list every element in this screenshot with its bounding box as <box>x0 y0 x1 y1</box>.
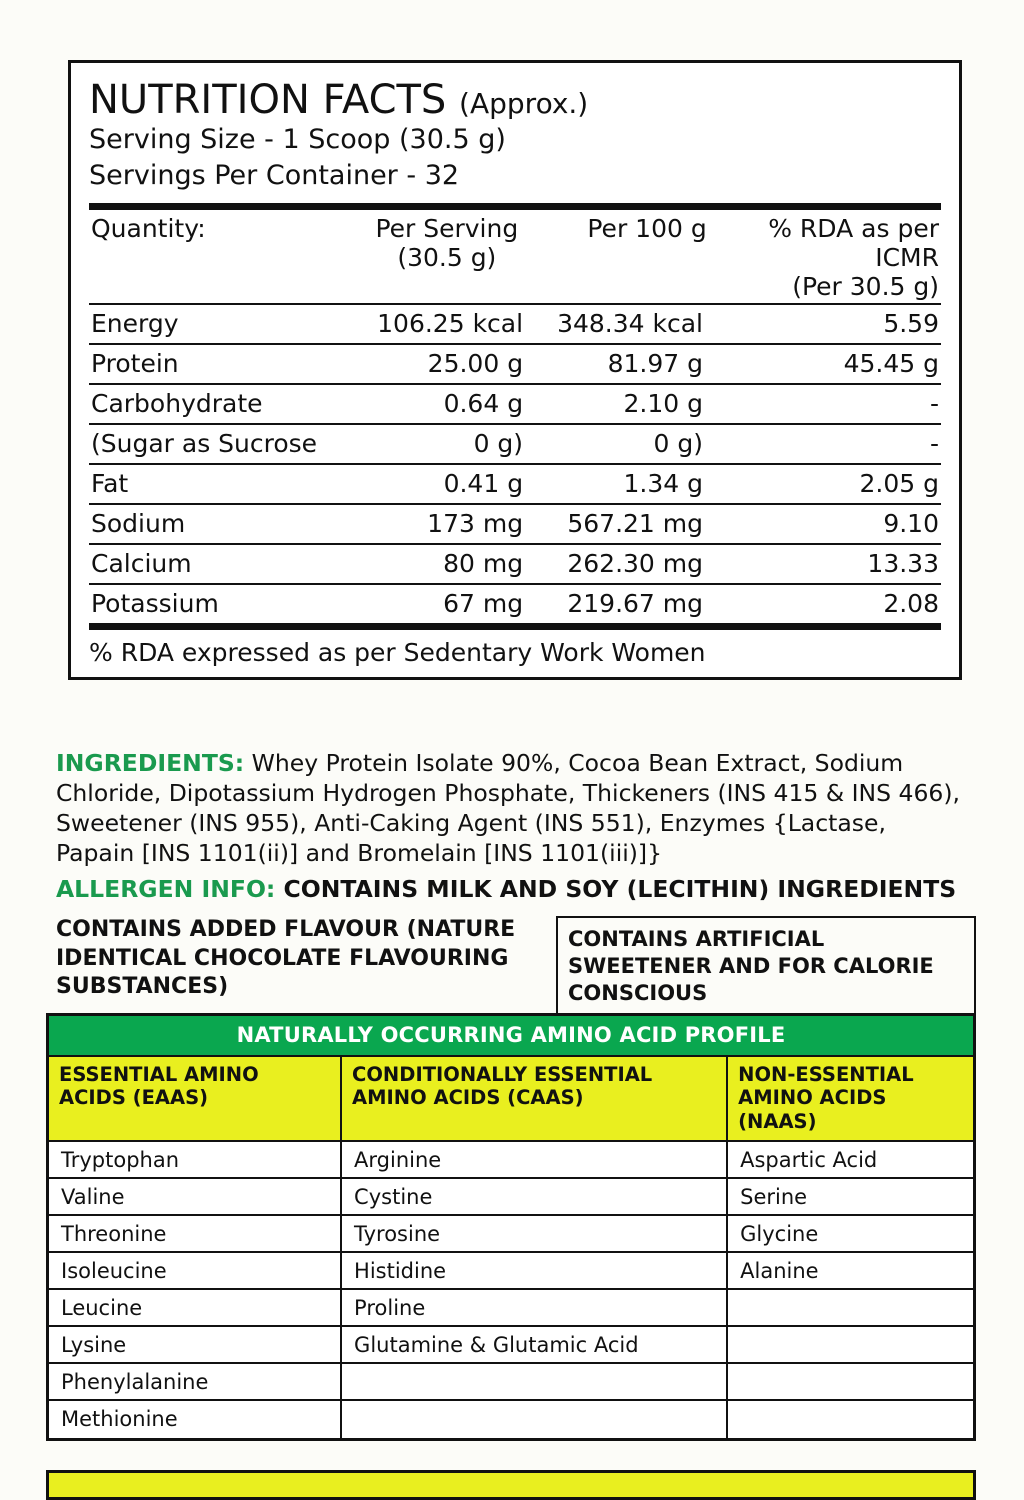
table-row <box>89 504 941 544</box>
amino-acid-table <box>46 1013 976 1441</box>
row-per-serving: 106.25 kcal <box>377 308 524 338</box>
amino-col-header-naa: NON-ESSENTIAL AMINO ACIDS (NAAS) <box>738 1063 914 1133</box>
row-rda: 2.05 g <box>859 468 939 498</box>
row-rda: - <box>929 428 939 458</box>
list-item: Arginine <box>342 1142 726 1179</box>
row-per-serving: 67 mg <box>443 588 524 618</box>
row-per-serving: 0.41 g <box>443 468 524 498</box>
row-label: Protein <box>91 348 179 378</box>
amino-acid-body <box>49 1142 973 1438</box>
list-item: Serine <box>728 1179 973 1216</box>
row-per-serving: 173 mg <box>427 508 524 538</box>
table-row <box>89 344 941 384</box>
table-row <box>89 304 941 344</box>
row-per-100g: 567.21 mg <box>567 508 704 538</box>
row-per-100g: 219.67 mg <box>567 588 704 618</box>
list-item: Lysine <box>49 1327 340 1364</box>
header-rda-main: % RDA as per ICMR <box>768 213 939 272</box>
row-rda: 9.10 <box>883 508 939 538</box>
row-label: (Sugar as Sucrose <box>91 428 318 458</box>
nutrition-title-text: NUTRITION FACTS <box>89 77 447 123</box>
amino-acid-title: NATURALLY OCCURRING AMINO ACID PROFILE <box>49 1016 973 1055</box>
table-row <box>89 424 941 464</box>
row-label: Potassium <box>91 588 219 618</box>
list-item-empty <box>342 1401 726 1438</box>
list-item-empty <box>728 1327 973 1364</box>
amino-column-caa <box>340 1142 728 1438</box>
list-item-empty <box>728 1401 973 1438</box>
nutrition-facts-title <box>89 79 941 121</box>
header-per-serving <box>345 210 549 304</box>
list-item: Alanine <box>728 1253 973 1290</box>
row-per-serving: 80 mg <box>443 548 524 578</box>
header-per-100g <box>549 210 745 304</box>
nutrition-title-approx: (Approx.) <box>459 87 589 120</box>
row-label: Sodium <box>91 508 186 538</box>
nutrition-header-row <box>89 210 941 304</box>
amino-column-eaa <box>49 1142 340 1438</box>
serving-size: Serving Size - 1 Scoop (30.5 g) <box>89 124 506 155</box>
amino-col-header-caa: CONDITIONALLY ESSENTIAL AMINO ACIDS (CAAS) <box>340 1057 728 1140</box>
row-rda: 2.08 <box>883 588 939 618</box>
list-item: Threonine <box>49 1216 340 1253</box>
row-per-serving: 0.64 g <box>443 388 524 418</box>
row-per-100g: 0 g) <box>653 428 704 458</box>
row-per-100g: 81.97 g <box>607 348 704 378</box>
row-per-serving: 0 g) <box>473 428 524 458</box>
row-label: Fat <box>91 468 129 498</box>
nutrition-table <box>89 210 941 623</box>
amino-column-naa <box>728 1142 973 1438</box>
list-item: Histidine <box>342 1253 726 1290</box>
nutrition-facts-panel <box>68 60 962 680</box>
header-per-serving-sub: (30.5 g) <box>397 242 497 272</box>
allergen-label: ALLERGEN INFO: <box>56 875 276 903</box>
list-item: Methionine <box>61 1407 178 1432</box>
list-item: Leucine <box>49 1290 340 1327</box>
row-rda: - <box>929 388 939 418</box>
table-row <box>89 384 941 424</box>
table-row <box>89 544 941 584</box>
nutrition-table-head <box>89 210 941 304</box>
artificial-sweetener-note: CONTAINS ARTIFICIAL SWEETENER AND FOR CALORIE CONSCIOUS <box>556 916 976 1017</box>
row-per-serving: 25.00 g <box>427 348 524 378</box>
list-item: Tryptophan <box>49 1142 340 1179</box>
allergen-text: CONTAINS MILK AND SOY (LECITHIN) INGREDIENTS <box>275 875 957 903</box>
bottom-yellow-strip <box>46 1470 976 1500</box>
nutrition-top-rule <box>89 203 941 210</box>
row-per-100g: 262.30 mg <box>567 548 704 578</box>
list-item: Valine <box>49 1179 340 1216</box>
ingredients-block <box>56 748 966 868</box>
allergen-block <box>56 875 976 903</box>
list-item: Glutamine & Glutamic Acid <box>342 1327 726 1364</box>
row-per-100g: 2.10 g <box>623 388 704 418</box>
row-rda: 13.33 <box>867 548 939 578</box>
table-row <box>89 464 941 504</box>
added-flavour-note: CONTAINS ADDED FLAVOUR (NATURE IDENTICAL CHOCOLATE FLAVOURING SUBSTANCES) <box>56 917 516 1000</box>
list-item-empty <box>728 1290 973 1327</box>
rda-footnote: % RDA expressed as per Sedentary Work Women <box>89 637 706 667</box>
amino-col-header-eaa: ESSENTIAL AMINO ACIDS (EAAS) <box>59 1063 259 1110</box>
amino-acid-header-row <box>49 1055 973 1142</box>
list-item: Cystine <box>342 1179 726 1216</box>
row-rda: 45.45 g <box>843 348 939 378</box>
list-item: Phenylalanine <box>49 1364 340 1401</box>
nutrition-bottom-rule <box>89 623 941 630</box>
list-item-empty <box>728 1364 973 1401</box>
row-per-100g: 348.34 kcal <box>557 308 704 338</box>
servings-per-container: Servings Per Container - 32 <box>89 159 460 191</box>
list-item: Glycine <box>728 1216 973 1253</box>
list-item: Isoleucine <box>49 1253 340 1290</box>
header-quantity: Quantity: <box>91 213 206 243</box>
row-label: Energy <box>91 308 179 338</box>
list-item-empty <box>342 1364 726 1401</box>
table-row <box>89 584 941 623</box>
row-rda: 5.59 <box>883 308 939 338</box>
header-rda <box>745 210 941 304</box>
header-rda-sub: (Per 30.5 g) <box>792 271 939 301</box>
row-label: Carbohydrate <box>91 388 263 418</box>
ingredients-label: INGREDIENTS: <box>56 749 245 777</box>
list-item: Proline <box>342 1290 726 1327</box>
nutrition-table-body <box>89 304 941 623</box>
row-per-100g: 1.34 g <box>623 468 704 498</box>
list-item: Aspartic Acid <box>728 1142 973 1179</box>
row-label: Calcium <box>91 548 192 578</box>
header-per-serving-main: Per Serving <box>375 213 519 243</box>
ingredients-text: Whey Protein Isolate 90%, Cocoa Bean Extract, Sodium Chloride, Dipotassium Hydrogen Phosphate, Thickeners (INS 415 & INS 466), Sweetener (INS 955), Anti-Caking Agent (INS 551), Enzymes {Lactase, Papain [INS 1101(ii)] and Bromelain [INS 1101(iii)]} <box>56 749 961 868</box>
header-per-100g-main: Per 100 g <box>587 213 707 243</box>
list-item: Tyrosine <box>342 1216 726 1253</box>
